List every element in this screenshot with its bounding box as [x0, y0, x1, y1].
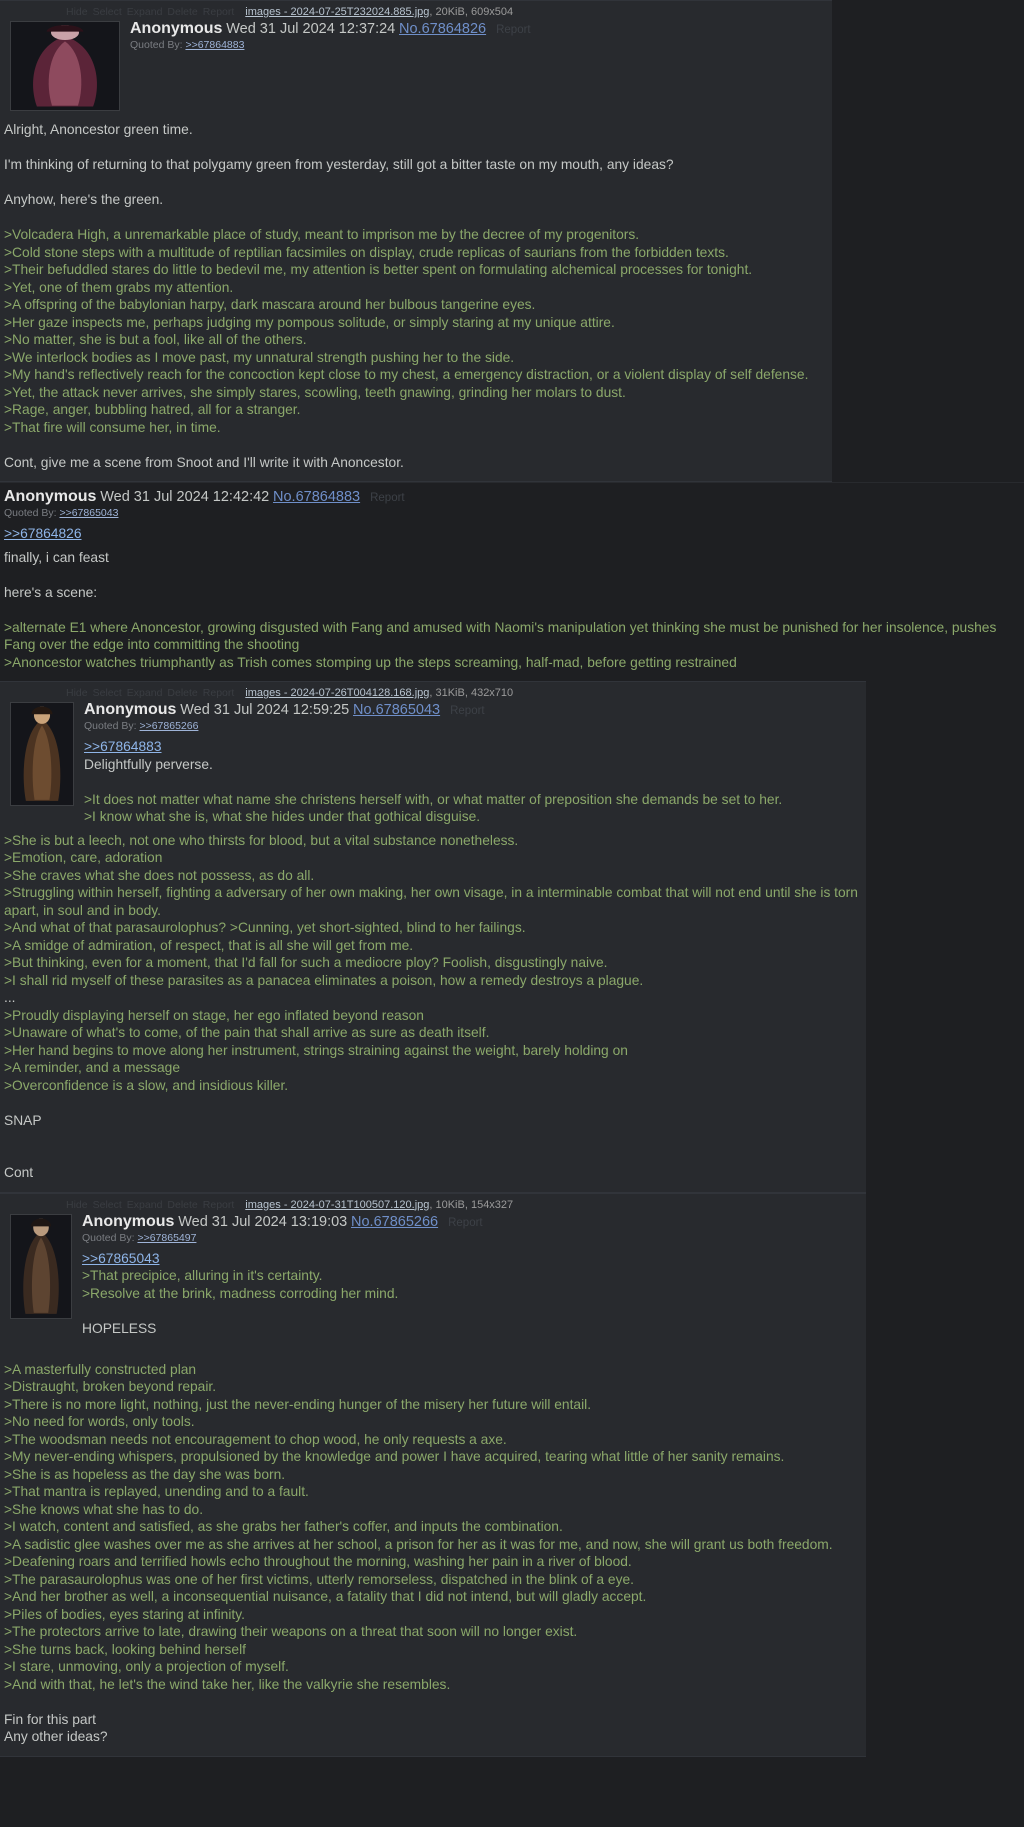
post-body: [4, 732, 862, 826]
post-body: [4, 51, 828, 57]
greentext-line: >Cold stone steps with a multitude of reptilian facsimiles on display, crude replicas of saurians from the forbidden texts.: [4, 244, 729, 260]
greentext-line: >Yet, one of them grabs my attention.: [4, 279, 234, 295]
greentext-line: >She is but a leech, not one who thirsts for blood, but a vital substance nonetheless.: [4, 832, 519, 848]
greentext-line: >And what of that parasaurolophus? >Cunning, yet short-sighted, blind to her failings.: [4, 920, 526, 935]
post: [0, 1193, 866, 1757]
greentext-line: >Distraught, broken beyond repair.: [4, 1379, 217, 1394]
greentext-line: >My hand's reflectively reach for the concoction kept close to my chest, a emergency distraction, or a violent display of self defense.: [4, 367, 809, 382]
post-author-name: Anonymous: [130, 20, 223, 37]
greentext-line: >My never-ending whispers, propulsioned by the knowledge and power I have acquired, tearing what little of her sanity remains.: [4, 1449, 785, 1464]
file-actions[interactable]: [66, 6, 239, 18]
post-date: Wed 31 Jul 2024 12:42:42: [100, 489, 270, 505]
post-text-line: Cont, give me a scene from Snoot and I'll write it with Anoncestor.: [4, 454, 404, 470]
file-name-link[interactable]: images - 2024-07-26T004128.168.jpg: [245, 687, 430, 699]
file-info-line: [4, 686, 862, 700]
file-info-line: [4, 5, 828, 19]
post-text-line: [4, 1094, 862, 1112]
greentext-line: >A smidge of admiration, of respect, that is all she will get from me.: [4, 937, 414, 953]
quoted-by-link[interactable]: >>67865266: [139, 720, 199, 732]
quoted-by-link[interactable]: >>67865497: [137, 1231, 197, 1244]
file-meta: , 20KiB, 609x504: [429, 6, 514, 18]
post: [0, 0, 832, 482]
post-text-line: [4, 436, 828, 454]
post-header: [4, 19, 828, 40]
post-header: [4, 1212, 862, 1233]
post-wrapper: [0, 1198, 866, 1746]
post-body-continued: [4, 115, 828, 471]
file-action-select[interactable]: Select: [92, 6, 122, 18]
quoted-by: [4, 720, 862, 732]
post-text-line: finally, i can feast: [4, 549, 109, 565]
post-quote-link[interactable]: >>67865043: [82, 1250, 160, 1266]
post-wrapper: [0, 487, 1024, 671]
quoted-by: [4, 507, 1020, 519]
post-author-name: Anonymous: [82, 1212, 175, 1230]
post-body: [4, 1244, 862, 1338]
file-action-expand[interactable]: Expand: [126, 687, 163, 699]
post-quote-link[interactable]: >>67864826: [4, 526, 82, 541]
greentext-line: >Unaware of what's to come, of the pain that shall arrive as sure as death itself.: [4, 1025, 490, 1040]
file-action-select[interactable]: Select: [92, 1198, 122, 1211]
greentext-line: >That precipice, alluring in it's certainty.: [82, 1268, 323, 1283]
post-text-line: Delightfully perverse.: [84, 756, 213, 772]
greentext-line: >Piles of bodies, eyes staring at infinity.: [4, 1606, 245, 1622]
greentext-line: >I know what she is, what she hides under that gothical disguise.: [84, 809, 481, 824]
post-thumbnail[interactable]: [10, 702, 74, 806]
greentext-line: >Her hand begins to move along her instrument, strings straining against the weight, barely holding on: [4, 1042, 628, 1058]
post-date: Wed 31 Jul 2024 12:37:24: [226, 21, 396, 37]
file-action-expand[interactable]: Expand: [126, 1198, 163, 1211]
post-thumbnail[interactable]: [10, 1214, 72, 1319]
post-text-line: [4, 1129, 862, 1147]
greentext-line: >The woodsman needs not encouragement to chop wood, he only requests a axe.: [4, 1431, 507, 1447]
post-text-line: [4, 1343, 862, 1361]
file-action-delete[interactable]: Delete: [167, 6, 198, 18]
greentext-line: >A sadistic glee washes over me as she arrives at her school, a prison for her as it was for me, and now, she will grant us both freedom.: [4, 1536, 833, 1552]
greentext-line: >The parasaurolophus was one of her first victims, utterly remorseless, dispatched in the blink of a eye.: [4, 1571, 634, 1587]
post-author-name: Anonymous: [84, 701, 177, 718]
greentext-line: >Rage, anger, bubbling hatred, all for a stranger.: [4, 402, 301, 417]
greentext-line: >But thinking, even for a moment, that I'd fall for such a mediocre ploy? Foolish, disgustingly naive.: [4, 955, 608, 970]
greentext-line: >A reminder, and a message: [4, 1060, 181, 1075]
report-link[interactable]: Report: [496, 24, 531, 36]
file-action-hide[interactable]: Hide: [66, 1198, 88, 1211]
quoted-by-label: Quoted By:: [4, 507, 60, 519]
post-text-line: SNAP: [4, 1112, 42, 1128]
greentext-line: >A offspring of the babylonian harpy, dark mascara around her bulbous tangerine eyes.: [4, 297, 536, 312]
file-actions[interactable]: [66, 687, 239, 699]
file-action-expand[interactable]: Expand: [126, 6, 163, 18]
greentext-line: >A masterfully constructed plan: [4, 1361, 197, 1377]
report-link[interactable]: Report: [450, 705, 485, 717]
file-info-line: [4, 1198, 862, 1212]
post-body-continued: [4, 826, 862, 1182]
post-text-line: [4, 209, 828, 227]
greentext-line: >She knows what she has to do.: [4, 1501, 204, 1517]
file-name-link[interactable]: images - 2024-07-25T232024.885.jpg: [245, 6, 430, 18]
post: [0, 482, 1024, 681]
file-action-report[interactable]: Report: [202, 6, 235, 18]
post-text-line: Any other ideas?: [4, 1729, 108, 1744]
greentext-line: >Proudly displaying herself on stage, her ego inflated beyond reason: [4, 1007, 424, 1023]
post-quote-link[interactable]: >>67864883: [84, 739, 162, 754]
post-date: Wed 31 Jul 2024 12:59:25: [180, 702, 350, 718]
greentext-line: >Yet, the attack never arrives, she simply stares, scowling, teeth gnawing, grinding her molars to dust.: [4, 384, 626, 400]
quoted-by: [4, 39, 828, 51]
post-text-line: here's a scene:: [4, 584, 98, 600]
file-action-hide[interactable]: Hide: [66, 6, 88, 18]
post-text-line: [4, 1693, 862, 1711]
post-text-line: [4, 601, 1020, 619]
file-name-link[interactable]: images - 2024-07-31T100507.120.jpg: [245, 1198, 430, 1211]
greentext-line: >She is as hopeless as the day she was born.: [4, 1466, 286, 1482]
greentext-line: >We interlock bodies as I move past, my unnatural strength pushing her to the side.: [4, 349, 515, 365]
greentext-line: >alternate E1 where Anoncestor, growing disgusted with Fang and amused with Naomi's manipulation yet thinking she must be punished for her insolence, pushes Fang over the edge into committing the shooting: [4, 619, 1001, 652]
post-number-link[interactable]: No.67864883: [273, 489, 361, 505]
greentext-line: >I shall rid myself of these parasites as a panacea eliminates a poison, how a remedy destroys a plague.: [4, 972, 644, 988]
greentext-line: >Emotion, care, adoration: [4, 850, 163, 865]
greentext-line: >Volcadera High, a unremarkable place of study, meant to imprison me by the decree of my progenitors.: [4, 227, 640, 242]
greentext-line: >She craves what she does not possess, as do all.: [4, 867, 315, 883]
greentext-line: >I watch, content and satisfied, as she grabs her father's coffer, and inputs the combination.: [4, 1519, 563, 1534]
greentext-line: >Their befuddled stares do little to bedevil me, my attention is better spent on formulating alchemical processes for tonight.: [4, 262, 753, 277]
post-text-line: [4, 139, 828, 157]
post-text-line: I'm thinking of returning to that polygamy green from yesterday, still got a bitter taste on my mouth, any ideas?: [4, 157, 674, 172]
post-text-line: Alright, Anoncestor green time.: [4, 122, 193, 137]
greentext-line: >I stare, unmoving, only a projection of myself.: [4, 1659, 289, 1674]
greentext-line: >That fire will consume her, in time.: [4, 419, 221, 435]
greentext-line: >Her gaze inspects me, perhaps judging my pompous solitude, or simply staring at my unique attire.: [4, 314, 615, 330]
greentext-line: >She turns back, looking behind herself: [4, 1641, 246, 1657]
post-body-continued: [4, 543, 1020, 672]
quoted-by-link[interactable]: >>67864883: [185, 39, 245, 51]
post-author-name: Anonymous: [4, 488, 97, 505]
post-number-link[interactable]: No.67864826: [399, 21, 487, 37]
post-text-line: Fin for this part: [4, 1711, 97, 1727]
post-body-continued: [4, 1337, 862, 1746]
post-wrapper: [0, 5, 832, 471]
greentext-line: >No need for words, only tools.: [4, 1414, 195, 1429]
post: [0, 681, 866, 1193]
post-text-line: [4, 1302, 862, 1320]
post-body: [4, 519, 1020, 543]
post-text-line: Cont: [4, 1165, 34, 1180]
greentext-line: >There is no more light, nothing, just the never-ending hunger of the misery her future will entail.: [4, 1396, 592, 1412]
greentext-line: >And with that, he let's the wind take her, like the valkyrie she resembles.: [4, 1676, 451, 1692]
greentext-line: >And her brother as well, a inconsequential nuisance, a fatality that I did not intend, but will gladly accept.: [4, 1589, 647, 1604]
greentext-line: >No matter, she is but a fool, like all of the others.: [4, 332, 307, 347]
file-actions[interactable]: [66, 1199, 239, 1211]
greentext-line: >Struggling within herself, fighting a adversary of her own making, her own visage, in a interminable combat that will not end until she is torn apart, in soul and in body.: [4, 885, 862, 918]
post-text-line: Anyhow, here's the green.: [4, 192, 164, 207]
post-thumbnail[interactable]: [10, 21, 120, 111]
greentext-line: >It does not matter what name she christens herself with, or what matter of preposition she demands be set to her.: [84, 791, 783, 807]
quoted-by: [4, 1232, 862, 1244]
post-text-line: [4, 1147, 862, 1165]
post-header: [4, 487, 1020, 508]
greentext-line: >Resolve at the brink, madness corroding her mind.: [82, 1285, 399, 1301]
quoted-by-link[interactable]: >>67865043: [59, 507, 119, 519]
greentext-line: >That mantra is replayed, unending and to a fault.: [4, 1484, 309, 1499]
greentext-line: >Deafening roars and terrified howls echo throughout the morning, washing her pain in a river of blood.: [4, 1554, 632, 1569]
greentext-line: >Overconfidence is a slow, and insidious killer.: [4, 1077, 289, 1093]
greentext-line: >The protectors arrive to late, drawing their weapons on a threat that soon will no longer exist.: [4, 1624, 578, 1639]
report-link[interactable]: Report: [448, 1216, 483, 1229]
post-text-line: [4, 566, 1020, 584]
file-action-select[interactable]: Select: [92, 687, 122, 699]
greentext-line: >Anoncestor watches triumphantly as Trish comes stomping up the steps screaming, half-mad, before getting restrained: [4, 654, 737, 670]
post-header: [4, 700, 862, 721]
quoted-by-label: Quoted By:: [130, 39, 186, 51]
post-wrapper: [0, 686, 866, 1182]
file-action-report[interactable]: Report: [202, 687, 235, 699]
post-date: Wed 31 Jul 2024 13:19:03: [178, 1213, 348, 1230]
file-action-hide[interactable]: Hide: [66, 687, 88, 699]
post-text-line: [4, 174, 828, 192]
post-text-line: [4, 773, 862, 791]
post-text-line: HOPELESS: [82, 1320, 157, 1336]
post-number-link[interactable]: No.67865266: [351, 1213, 439, 1230]
post-text-line: ...: [4, 990, 16, 1005]
file-action-delete[interactable]: Delete: [167, 687, 198, 699]
file-meta: , 31KiB, 432x710: [429, 687, 514, 699]
report-link[interactable]: Report: [370, 492, 405, 504]
file-meta: , 10KiB, 154x327: [429, 1198, 514, 1211]
quoted-by-label: Quoted By:: [84, 720, 140, 732]
file-action-delete[interactable]: Delete: [167, 1198, 198, 1211]
file-action-report[interactable]: Report: [202, 1198, 235, 1211]
post-number-link[interactable]: No.67865043: [353, 702, 441, 718]
quoted-by-label: Quoted By:: [82, 1231, 138, 1244]
